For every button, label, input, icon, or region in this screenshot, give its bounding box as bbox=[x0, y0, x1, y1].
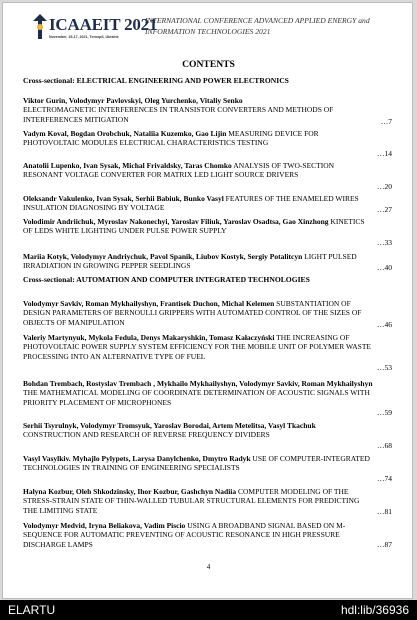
entry-title: USE OF COMPUTER-INTEGRATED TECHNOLOGIES IN TRAINING OF ENGINEERING SPECIALISTS bbox=[23, 454, 370, 473]
entry-page: …27 bbox=[377, 205, 392, 214]
toc-entry[interactable] bbox=[23, 421, 375, 440]
entry-page: …87 bbox=[377, 540, 392, 549]
entry-page: …53 bbox=[377, 363, 392, 372]
section-heading-automation bbox=[23, 275, 353, 285]
entry-authors: Volodymyr Medvid, Iryna Beliakova, Vadim Piscio bbox=[23, 521, 186, 530]
page-header bbox=[31, 13, 391, 53]
entry-authors: Halyna Kozbur, Oleh Shkodzinsky, Ihor Kozbur, Gashchyn Nadiia bbox=[23, 487, 237, 496]
entry-authors: Viktor Gurin, Volodymyr Pavlovskyi, Oleg Yurchenko, Vitaliy Senko bbox=[23, 96, 243, 105]
entry-title: SUBSTANTIATION OF DESIGN PARAMETERS OF BERNOULLI GRIPPERS WITH AUTOMATED CONTROL OF THE SIZES OF OBJECTS OF MANIPULATION bbox=[23, 299, 362, 327]
entry-title: CONSTRUCTION AND RESEARCH OF REVERSE FREQUENCY DIVIDERS bbox=[23, 430, 270, 440]
contents-title: CONTENTS bbox=[182, 59, 235, 70]
section-name: AUTOMATION AND COMPUTER INTEGRATED TECHNOLOGIES bbox=[76, 275, 310, 284]
entry-authors: Volodymyr Savkiv, Roman Mykhailyshyn, Frantisek Duchon, Michal Kelemen bbox=[23, 299, 275, 308]
toc-entry[interactable] bbox=[23, 487, 375, 515]
entry-title: COMPUTER MODELING OF THE STRESS-STRAIN STATE OF THIN-WALLED TUBULAR STRUCTURAL ELEMENTS FOR PREDICTING THE LIMITING STATE bbox=[23, 487, 360, 515]
toc-entry[interactable] bbox=[23, 333, 375, 361]
toc-entry[interactable] bbox=[23, 129, 375, 148]
entry-page: …68 bbox=[377, 441, 392, 450]
entry-authors: Serhii Tsyrulnyk, Volodymyr Tromsyuk, Yaroslav Borodai, Artem Metelitsa, Vasyl Tkachuk bbox=[23, 421, 316, 430]
toc-entry[interactable] bbox=[23, 454, 375, 473]
entry-title: THE INCREASING OF PHOTOVOLTAIC POWER SUPPLY SYSTEM EFFICIENCY FOR THE MOBILE UNIT OF POLYMER WASTE PROCESSING INTO AN ALTERNATIVE TYPE OF FUEL bbox=[23, 333, 372, 361]
viewer-footer bbox=[0, 600, 417, 620]
entry-authors: Anatolii Lupenko, Ivan Sysak, Michal Frivaldsky, Taras Chomko bbox=[23, 161, 232, 170]
entry-page: …20 bbox=[377, 182, 392, 191]
entry-title: MEASURING DEVICE FOR PHOTOVOLTAIC MODULES ELECTRICAL CHARACTERISTICS TESTING bbox=[23, 129, 319, 148]
toc-entry[interactable] bbox=[23, 161, 375, 180]
toc-entry[interactable] bbox=[23, 521, 375, 549]
toc-entry[interactable] bbox=[23, 96, 375, 124]
entry-authors: Bohdan Trembach, Rostyslav Trembach , Mykhailo Mykhailyshyn, Volodymyr Savkiv, Roman Mykhailyshyn bbox=[23, 379, 373, 388]
conference-title: INTERNATIONAL CONFERENCE ADVANCED APPLIED ENERGY and INFORMATION TECHNOLOGIES 2021 bbox=[145, 16, 370, 36]
entry-title: ELECTROMAGNETIC INTERFERENCES IN TRANSISTOR CONVERTERS AND METHODS OF INTERFERENCES MITIGATION bbox=[23, 105, 334, 124]
section-label: Cross-sectional: bbox=[23, 275, 75, 284]
entry-page: …33 bbox=[377, 238, 392, 247]
entry-authors: Valeriy Martynyuk, Mykola Fedula, Denys Makaryshkin, Tomasz Kałaczyński bbox=[23, 333, 275, 342]
entry-title: FEATURES OF THE ENAMELED WIRES INSULATION DIAGNOSING BY VOLTAGE bbox=[23, 194, 359, 213]
entry-authors: Oleksandr Vakulenko, Ivan Sysak, Serhii Babiuk, Bunko Vasyl bbox=[23, 194, 224, 203]
entry-page: …74 bbox=[377, 474, 392, 483]
entry-authors: Volodimir Andriichuk, Myroslav Nakonechyi, Yaroslav Filiuk, Yaroslav Osadtsa, Gao Xinzhong bbox=[23, 217, 329, 226]
entry-authors: Mariia Kotyk, Volodymyr Andriychuk, Pavol Spanik, Liubov Kostyk, Sergiy Potalitcyn bbox=[23, 252, 303, 261]
logo-title: ICAAEIT 2021 bbox=[49, 15, 158, 34]
entry-title: USING A BROADBAND SIGNAL BASED ON M-SEQUENCE FOR AUTOMATIC PREVENTING OF ACOUSTIC RESONANCE IN HIGH PRESSURE DISCHARGE LAMPS bbox=[23, 521, 346, 549]
entry-title: LIGHT PULSED IRRADIATION IN GROWING PEPPER SEEDLINGS bbox=[23, 252, 357, 271]
entry-page: …40 bbox=[377, 263, 392, 272]
toc-entry[interactable] bbox=[23, 252, 375, 271]
entry-title: ANALYSIS OF TWO-SECTION RESONANT VOLTAGE CONVERTER FOR MATRIX LED LIGHT SOURCE DRIVERS bbox=[23, 161, 335, 180]
section-label: Cross-sectional: bbox=[23, 76, 75, 85]
entry-title: KINETICS OF LEDS WHITE LIGHTING UNDER PULSE POWER SUPPLY bbox=[23, 217, 365, 236]
conference-logo bbox=[31, 13, 158, 53]
entry-page: …7 bbox=[380, 117, 392, 126]
entry-page: …59 bbox=[377, 408, 392, 417]
section-heading-electrical bbox=[23, 76, 353, 86]
toc-entry[interactable] bbox=[23, 299, 375, 327]
logo-subtitle: November, 15-17, 2021, Ternopil, Ukraine bbox=[49, 35, 119, 39]
toc-entry[interactable] bbox=[23, 194, 375, 213]
toc-entry[interactable] bbox=[23, 217, 375, 236]
handle-link[interactable]: hdl:lib/36936 bbox=[340, 603, 409, 617]
entry-authors: Vadym Koval, Bogdan Orobchuk, Nataliia Kuzemko, Gao Lijin bbox=[23, 129, 227, 138]
entry-authors: Vasyl Vasylkiv. Myhajlo Pylypets, Larysa Danylchenko, Dmytro Radyk bbox=[23, 454, 251, 463]
logo-mark-icon bbox=[31, 13, 49, 41]
entry-title: THE MATHEMATICAL MODELING OF COORDINATE DETERMINATION OF ACOUSTIC SIGNALS WITH PRIORITY PLACEMENT OF MICROPHONES bbox=[23, 388, 370, 407]
page-number: 4 bbox=[206, 563, 211, 571]
entry-page: …14 bbox=[377, 149, 392, 158]
toc-entry[interactable] bbox=[23, 379, 375, 407]
section-name: ELECTRICAL ENGINEERING AND POWER ELECTRONICS bbox=[76, 76, 289, 85]
entry-page: …46 bbox=[377, 320, 392, 329]
repository-name: ELARTU bbox=[8, 603, 56, 617]
entry-page: …81 bbox=[377, 507, 392, 516]
document-page bbox=[2, 2, 413, 599]
